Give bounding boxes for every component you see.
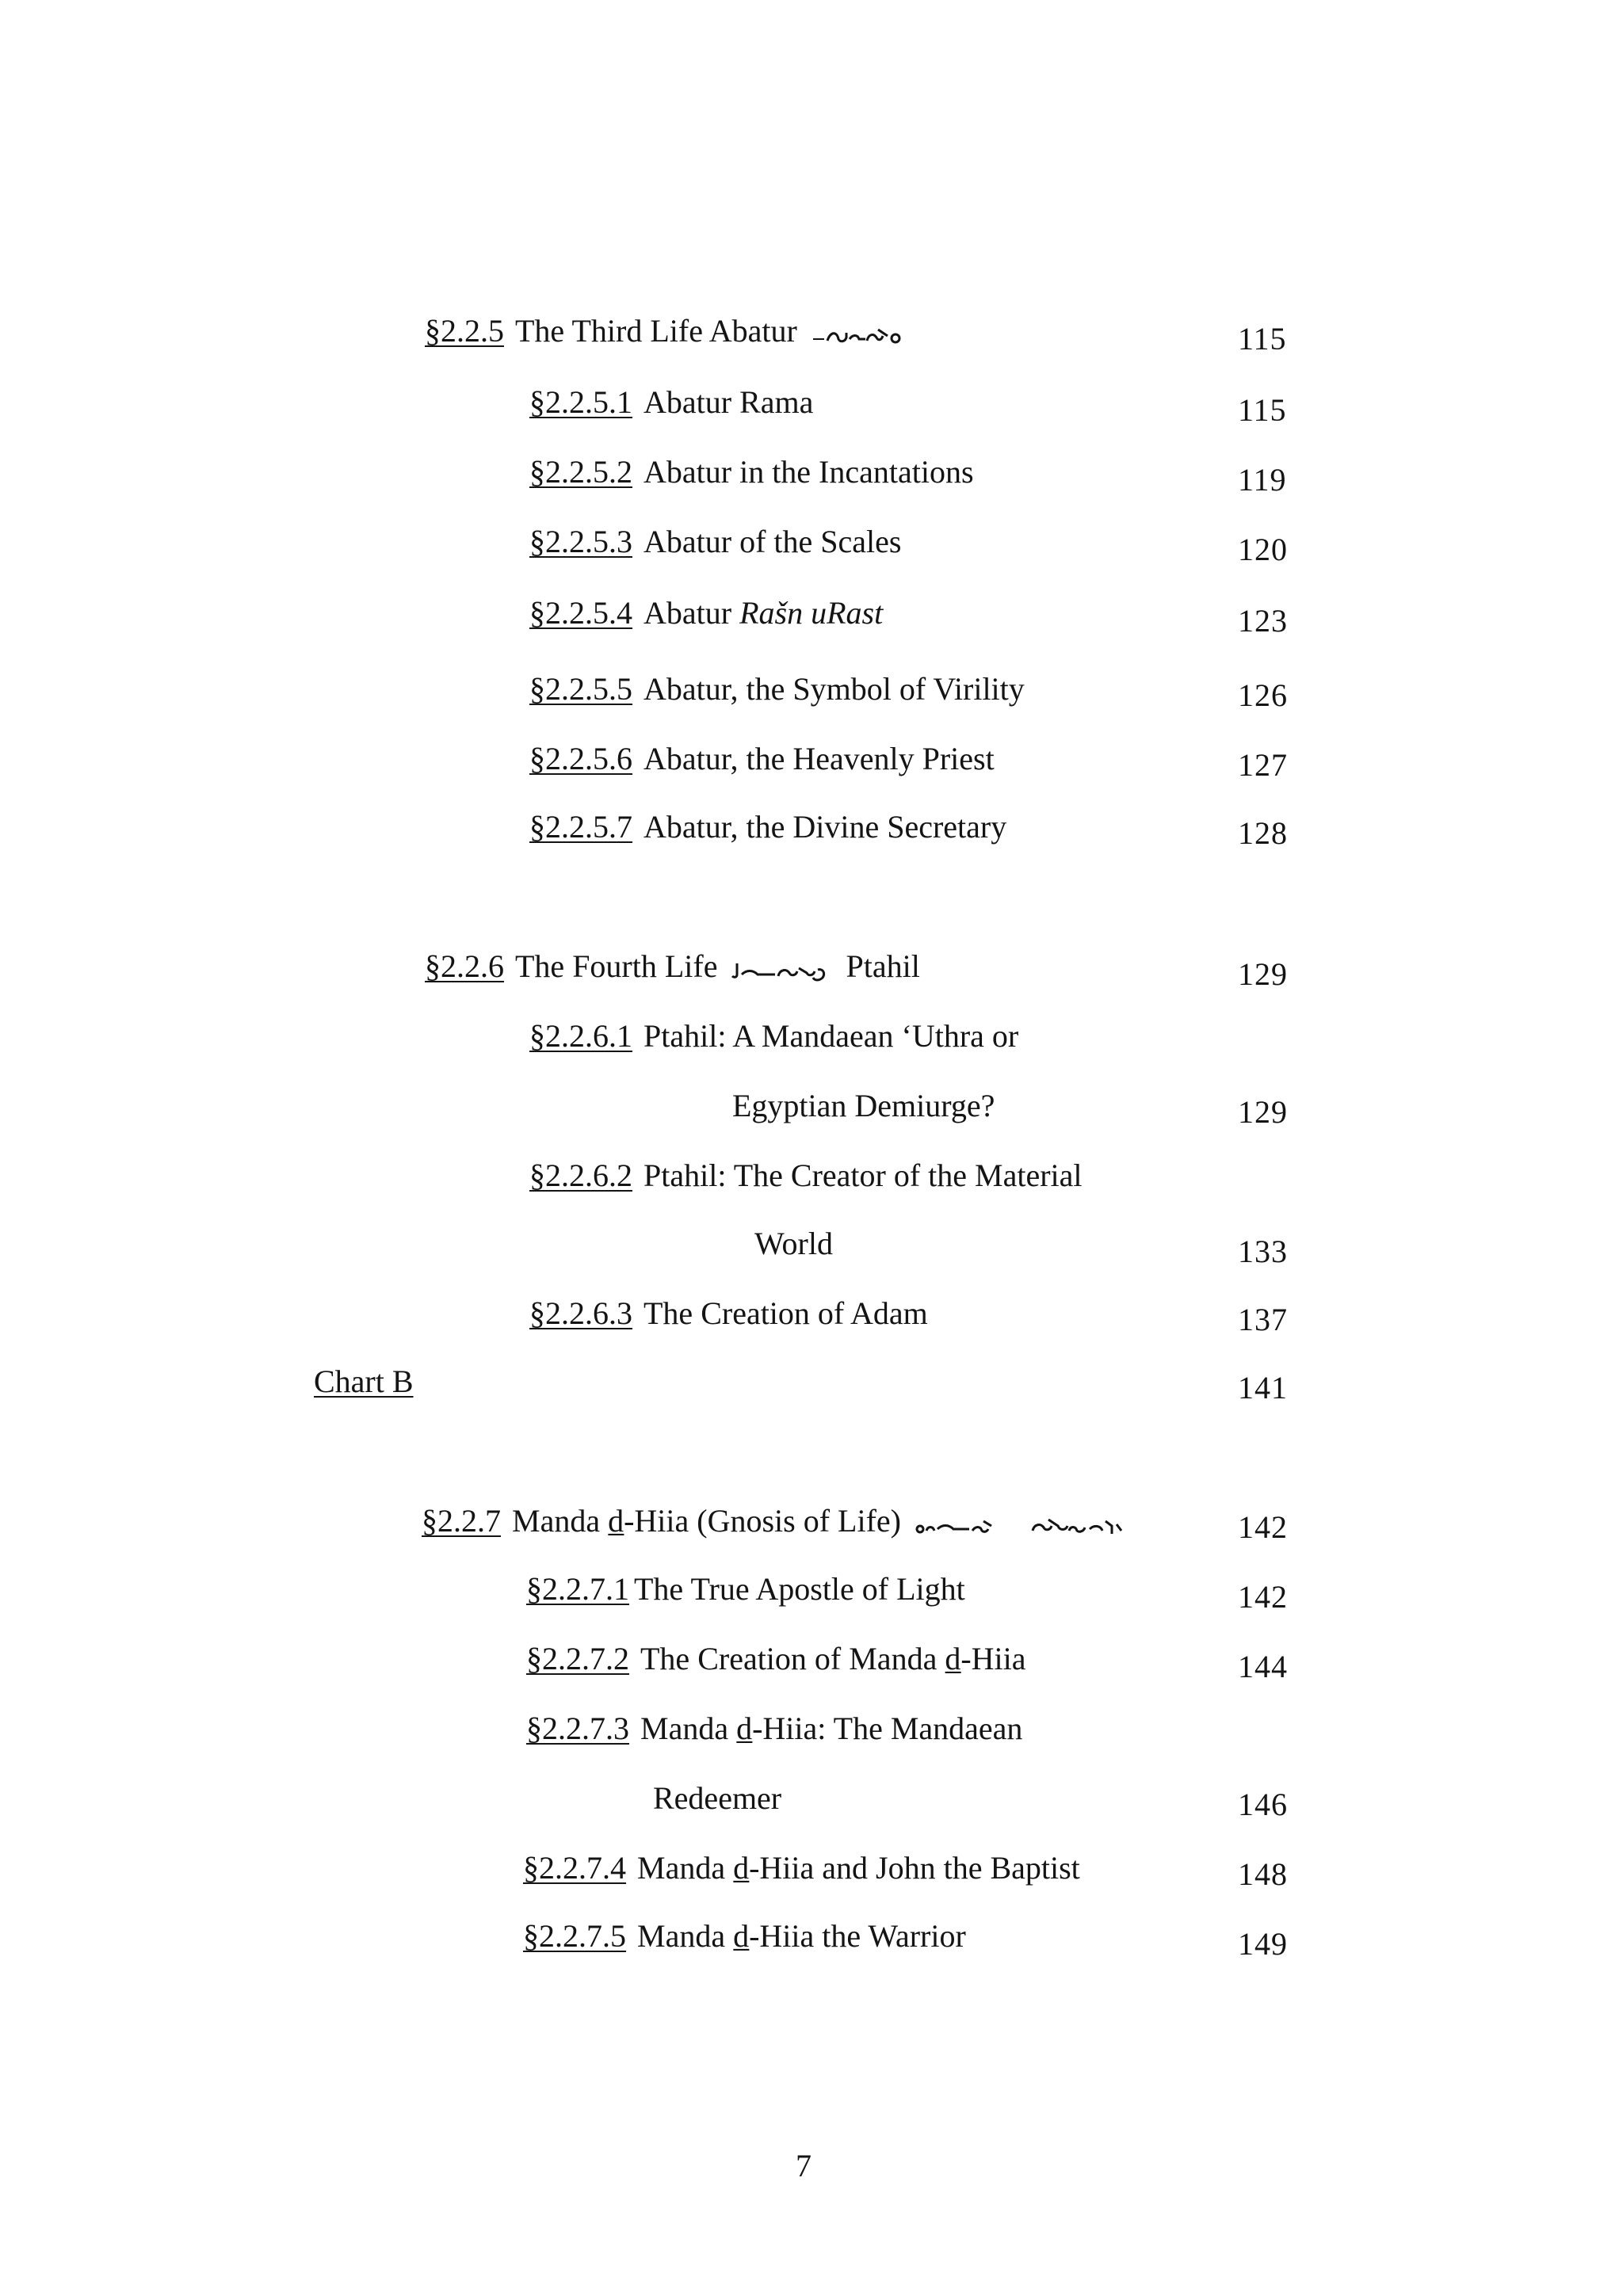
section-number[interactable]: §2.2.5 — [425, 313, 504, 349]
entry-title: Ptahil: A Mandaean ‘Uthra or — [643, 1018, 1019, 1054]
toc-entry — [526, 1707, 1022, 1751]
entry-title: The Creation of Adam — [643, 1295, 928, 1331]
page-number: 142 — [1238, 1509, 1288, 1545]
entry-title: Manda d̲-Hiia and John the Baptist — [637, 1850, 1080, 1886]
toc-entry — [526, 1567, 965, 1611]
entry-title-continuation: World — [754, 1226, 833, 1261]
entry-title: Abatur in the Incantations — [643, 454, 974, 490]
entry-title-after: Ptahil — [846, 948, 920, 984]
page-number: 123 — [1238, 603, 1288, 639]
page-folio: 7 — [796, 2148, 812, 2183]
entry-title: Manda d̲-Hiia (Gnosis of Life) — [512, 1503, 901, 1539]
chart-b-link[interactable]: Chart B — [314, 1363, 414, 1399]
toc-entry — [529, 1154, 1083, 1198]
page-number: 144 — [1238, 1649, 1288, 1684]
toc-entry — [422, 1499, 1132, 1543]
toc-entry — [529, 380, 813, 425]
entry-title-continuation: Egyptian Demiurge? — [732, 1088, 995, 1123]
page-number: 149 — [1238, 1926, 1288, 1962]
section-number[interactable]: §2.2.5.2 — [529, 454, 632, 490]
toc-entry — [425, 944, 920, 989]
entry-title: The Third Life Abatur — [515, 313, 797, 349]
page-number: 126 — [1238, 677, 1288, 713]
page-number: 141 — [1238, 1370, 1288, 1405]
toc-entry — [529, 591, 883, 635]
section-number[interactable]: §2.2.6.1 — [529, 1018, 632, 1054]
entry-title: Abatur, the Heavenly Priest — [643, 741, 995, 776]
page-number: 142 — [1238, 1579, 1288, 1615]
entry-title: Manda d̲-Hiia the Warrior — [637, 1918, 966, 1954]
page-number: 127 — [1238, 747, 1288, 783]
section-number[interactable]: §2.2.6.3 — [529, 1295, 632, 1331]
toc-entry — [529, 520, 901, 564]
toc-entry — [529, 1014, 1018, 1058]
toc-entry — [523, 1846, 1080, 1890]
section-number[interactable]: §2.2.5.7 — [529, 809, 632, 845]
toc-entry — [529, 450, 974, 494]
page-number: 129 — [1238, 956, 1288, 992]
entry-title: Abatur Rama — [643, 384, 814, 420]
toc-entry — [526, 1637, 1026, 1681]
section-number[interactable]: §2.2.5.4 — [529, 595, 632, 631]
page-number: 119 — [1238, 462, 1287, 498]
page-number: 115 — [1238, 321, 1287, 357]
entry-title: Ptahil: The Creator of the Material — [643, 1158, 1083, 1193]
entry-title: The Fourth Life — [515, 948, 718, 984]
section-number[interactable]: §2.2.7 — [422, 1503, 501, 1539]
entry-title: Manda d̲-Hiia: The Mandaean — [640, 1711, 1023, 1746]
entry-title: Abatur, the Divine Secretary — [643, 809, 1007, 845]
entry-title-prefix: Abatur — [643, 595, 732, 631]
section-number[interactable]: §2.2.7.2 — [526, 1641, 629, 1676]
abatur-mandaic-script-icon — [810, 318, 905, 350]
toc-entry — [529, 667, 1025, 711]
entry-title: Abatur, the Symbol of Virility — [643, 671, 1025, 707]
entry-title: The True Apostle of Light — [634, 1571, 965, 1607]
entry-title-italic: Rašn uRast — [739, 595, 884, 631]
toc-entry — [523, 1914, 966, 1958]
section-number[interactable]: §2.2.5.5 — [529, 671, 632, 707]
section-number[interactable]: §2.2.5.6 — [529, 741, 632, 776]
section-number[interactable]: §2.2.6 — [425, 948, 504, 984]
page-number: 129 — [1238, 1094, 1288, 1130]
ptahil-mandaic-script-icon — [731, 954, 834, 986]
page-number: 146 — [1238, 1787, 1288, 1822]
section-number[interactable]: §2.2.6.2 — [529, 1158, 632, 1193]
section-number[interactable]: §2.2.5.3 — [529, 524, 632, 559]
page-number: 148 — [1238, 1856, 1288, 1892]
entry-title: The Creation of Manda d̲-Hiia — [640, 1641, 1026, 1676]
page-number: 120 — [1238, 532, 1288, 567]
section-number[interactable]: §2.2.5.1 — [529, 384, 632, 420]
toc-entry — [529, 737, 995, 781]
entry-title: Abatur of the Scales — [643, 524, 902, 559]
toc-entry — [425, 309, 910, 353]
page-number: 115 — [1238, 392, 1287, 428]
section-number[interactable]: §2.2.7.3 — [526, 1711, 629, 1746]
section-number[interactable]: §2.2.7.1 — [526, 1571, 629, 1607]
page-number: 128 — [1238, 815, 1288, 851]
entry-title — [643, 595, 883, 631]
page-number: 137 — [1238, 1302, 1288, 1337]
section-number[interactable]: §2.2.7.4 — [523, 1850, 626, 1886]
manda-d-hiia-mandaic-script-icon — [914, 1508, 1128, 1540]
toc-entry — [529, 805, 1006, 849]
page-number: 133 — [1238, 1234, 1288, 1269]
entry-title-continuation: Redeemer — [653, 1780, 782, 1816]
section-number[interactable]: §2.2.7.5 — [523, 1918, 626, 1954]
toc-entry — [529, 1291, 928, 1336]
